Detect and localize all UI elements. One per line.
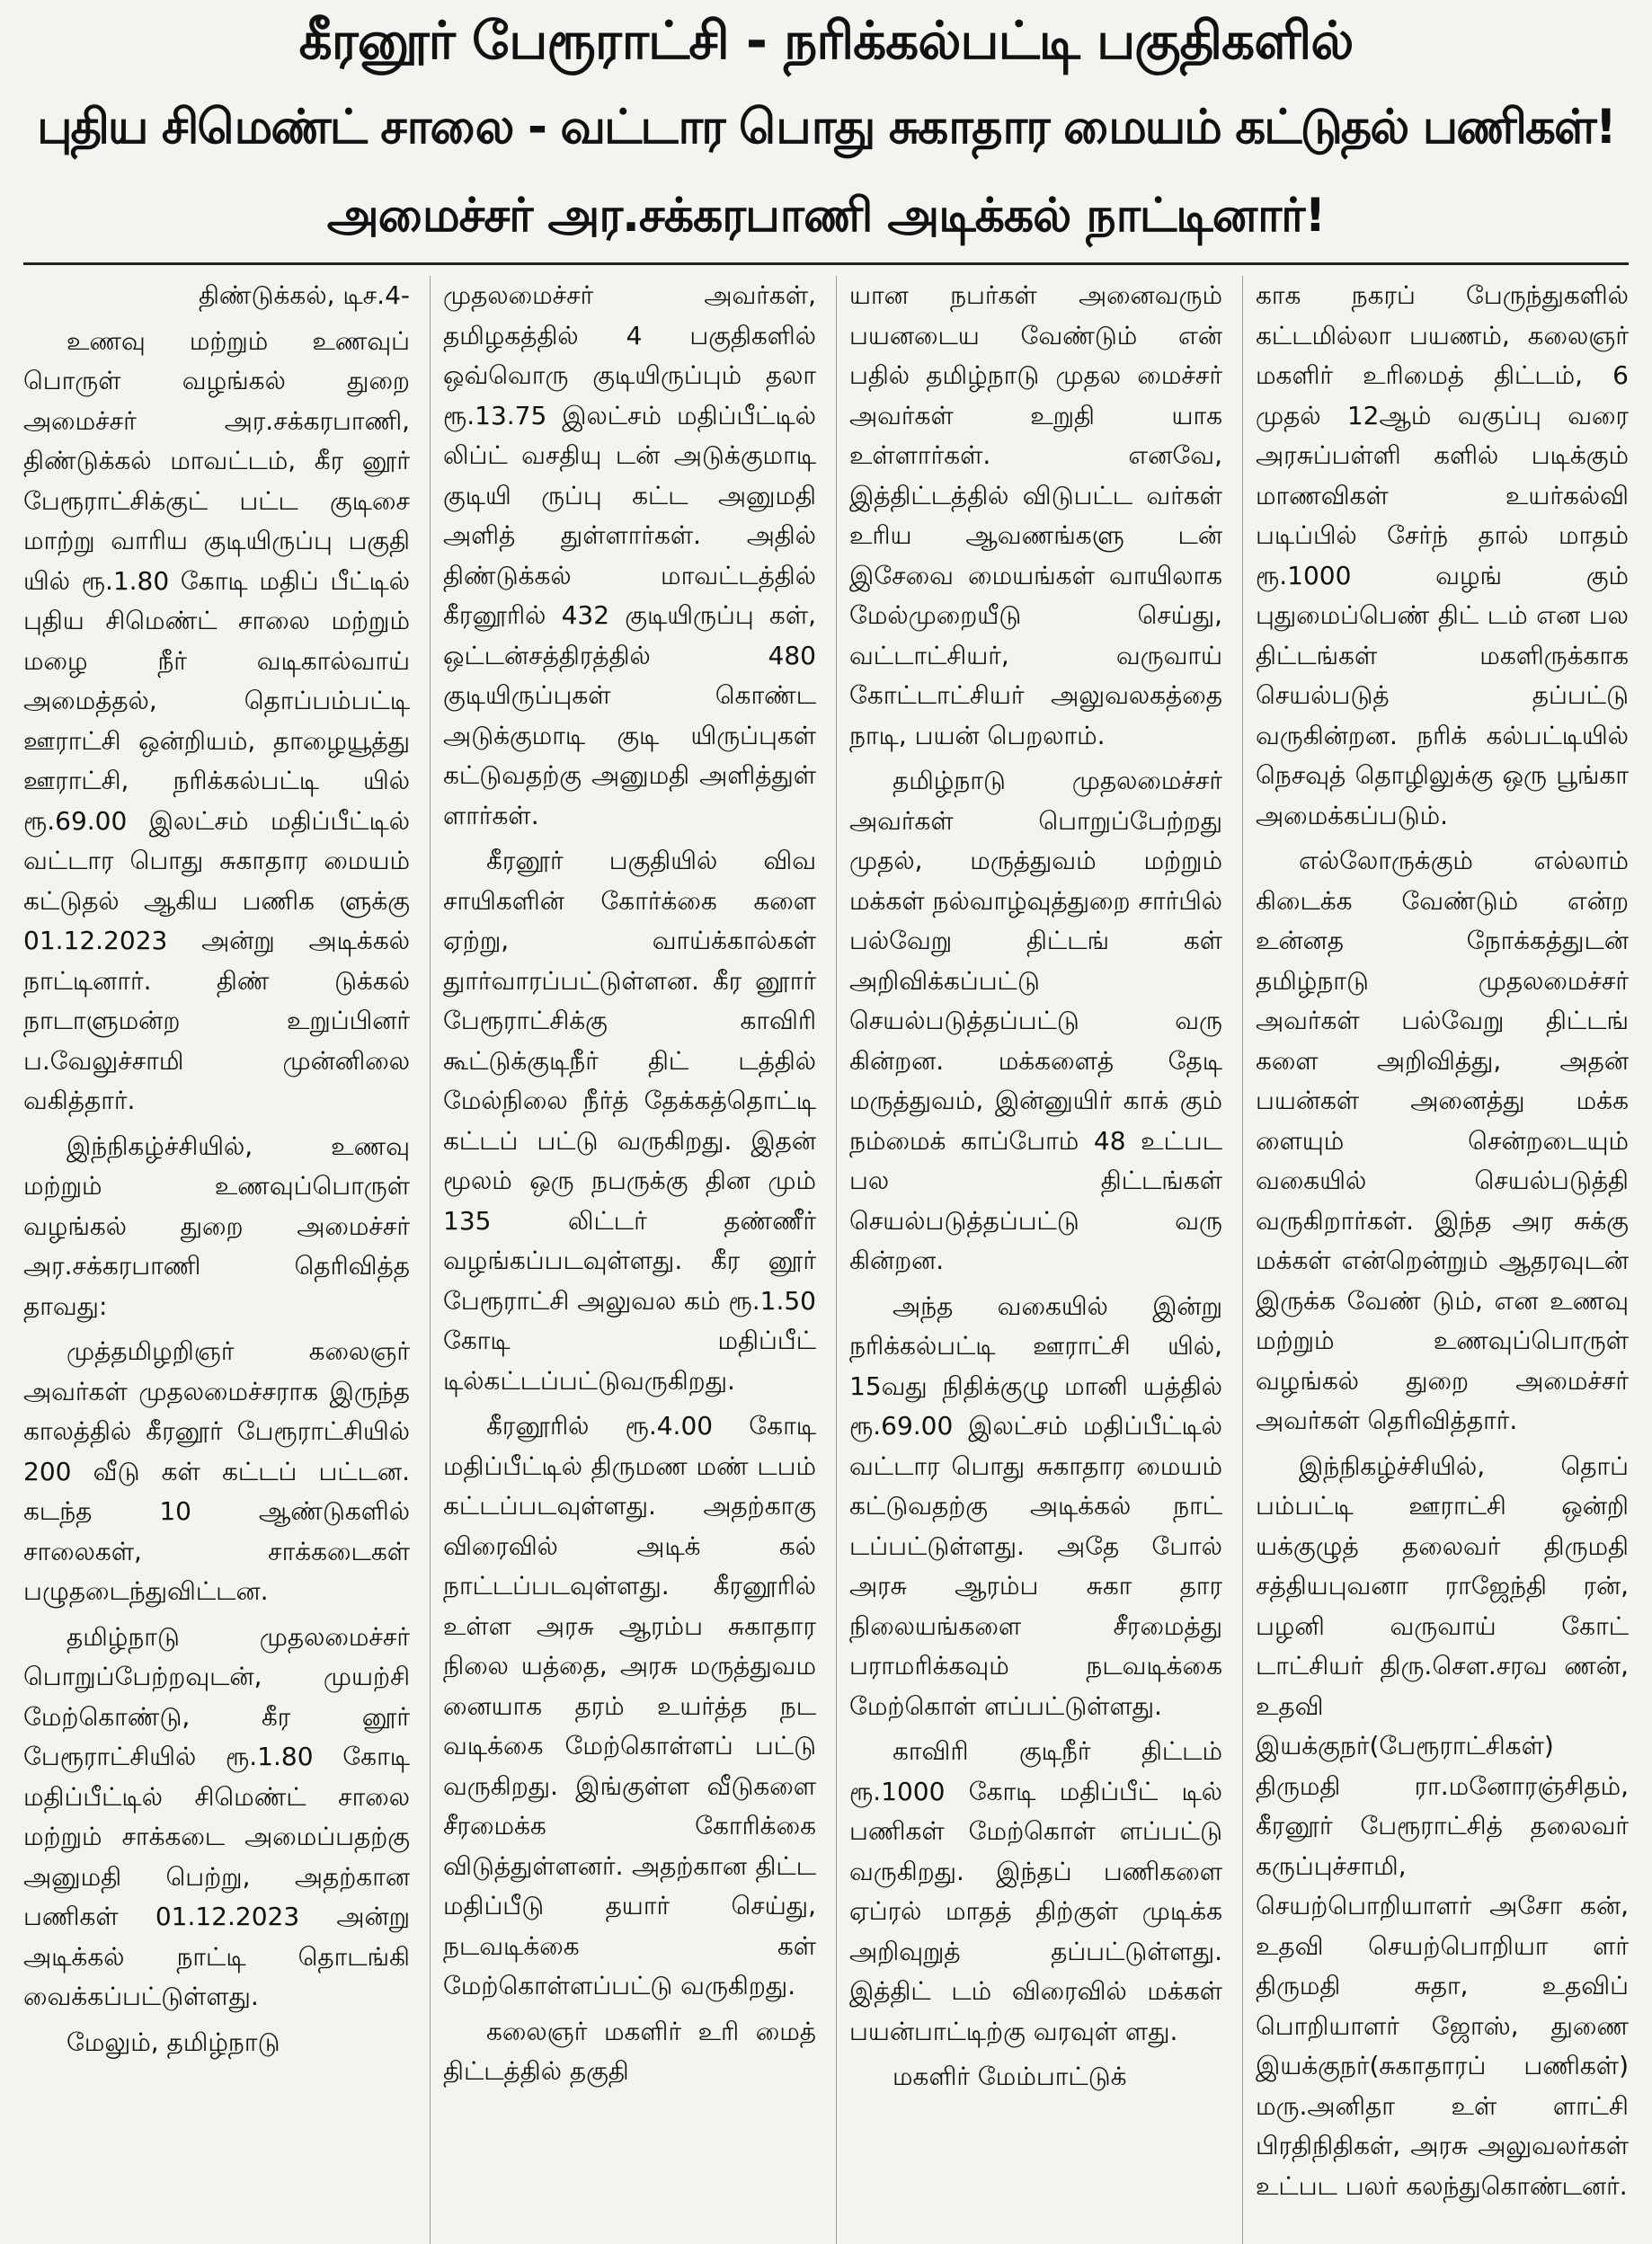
paragraph: மகளிர் மேம்பாட்டுக்: [893, 2062, 1127, 2091]
paragraph: இந்நிகழ்ச்சியில், உணவு மற்றும் உணவுப்பொருள் வழங்கல் துறை அமைச்சர் அர.சக்கரபாணி தெரிவித்த தாவது:: [23, 1131, 410, 1321]
paragraph: கலைஞர் மகளிர் உரி மைத் திட்டத்தில் தகுதி: [443, 2016, 816, 2086]
paragraph: அந்த வகையில் இன்று நரிக்கல்பட்டி ஊராட்சி யில், 15வது நிதிக்குழு மானி யத்தில் ரூ.69.00 இலட்சம் மதிப்பீட்டில் வட்டார பொது சுகாதார மையம் கட்டுவதற்கு அடிக்கல் நாட் டப்பட்டுள்ளது. அதே போல் அரசு ஆரம்ப சுகா தார நிலையங்களை சீரமைத்து பராமரிக்கவும் நடவடிக்கை மேற்கொள் ளப்பட்டுள்ளது.: [849, 1291, 1222, 1721]
dateline: திண்டுக்கல், டிச.4-: [198, 280, 410, 310]
paragraph: முதலமைச்சர் அவர்கள், தமிழகத்தில் 4 பகுதிகளில் ஒவ்வொரு குடியிருப்பும் தலா ரூ.13.75 இலட்சம் மதிப்பீட்டில் லிப்ட் வசதியு டன் அடுக்குமாடி குடியி ருப்பு கட்ட அனுமதி அளித் துள்ளார்கள். அதில் திண்டுக்கல் மாவட்டத்தில் கீரனூரில் 432 குடியிருப்பு கள், ஒட்டன்சத்திரத்தில் 480 குடியிருப்புகள் கொண்ட அடுக்குமாடி குடி யிருப்புகள் கட்டுவதற்கு அனுமதி அளித்துள் ளார்கள்.: [443, 280, 816, 830]
column-1: [23, 276, 410, 2244]
kicker-heading: கீரனூர் பேரூராட்சி - நரிக்கல்பட்டி பகுதிகளில்: [298, 10, 1354, 71]
paragraph: எல்லோருக்கும் எல்லாம் கிடைக்க வேண்டும் என்ற உன்னத நோக்கத்துடன் தமிழ்நாடு முதலமைச்சர் அவர்கள் பல்வேறு திட்டங் களை அறிவித்து, அதன் பயன்கள் அனைத்து மக்க ளையும் சென்றடையும் வகையில் செயல்படுத்தி வருகிறார்கள். இந்த அர சுக்கு மக்கள் என்றென்றும் ஆதரவுடன் இருக்க வேண் டும், என உணவு மற்றும் உணவுப்பொருள் வழங்கல் துறை அமைச்சர் அவர்கள் தெரிவித்தார்.: [1256, 846, 1629, 1435]
column-3: [836, 276, 1222, 2244]
paragraph: இந்நிகழ்ச்சியில், தொப் பம்பட்டி ஊராட்சி ஒன்றி யக்குழுத் தலைவர் திருமதி சத்தியபுவனா ராஜேந்தி ரன், பழனி வருவாய் கோட் டாட்சியர் திரு.செள.சரவ ணன், உதவி இயக்குநர்(பேரூராட்சிகள்) திருமதி ரா.மனோரஞ்சிதம், கீரனூர் பேரூராட்சித் தலைவர் கருப்புச்சாமி, செயற்பொறியாளர் அசோ கன், உதவி செயற்பொறியா ளர் திருமதி சுதா, உதவிப் பொறியாளர் ஜோஸ், துணை இயக்குநர்(சுகாதாரப் பணிகள்) மரு.அனிதா உள் ளாட்சி பிரதிநிதிகள், அரசு அலுவலர்கள் உட்பட பலர் கலந்துகொண்டனர்.: [1256, 1450, 1629, 2201]
paragraph: காக நகரப் பேருந்துகளில் கட்டமில்லா பயணம், கலைஞர் மகளிர் உரிமைத் திட்டம், 6 முதல் 12ஆம் வகுப்பு வரை அரசுப்பள்ளி களில் படிக்கும் மாணவிகள் உயர்கல்வி படிப்பில் சேர்ந் தால் மாதம் ரூ.1000 வழங் கும் புதுமைப்பெண் திட் டம் என பல திட்டங்கள் மகளிருக்காக செயல்படுத் தப்பட்டு வருகின்றன. நரிக் கல்பட்டியில் நெசவுத் தொழிலுக்கு ஒரு பூங்கா அமைக்கப்படும்.: [1256, 280, 1629, 830]
column-2: [430, 276, 816, 2244]
divider: [23, 262, 1629, 265]
paragraph: மேலும், தமிழ்நாடு: [67, 2027, 280, 2057]
sub-headline: அமைச்சர் அர.சக்கரபாணி அடிக்கல் நாட்டினார்!: [326, 189, 1326, 243]
paragraph: யான நபர்கள் அனைவரும் பயனடைய வேண்டும் என் பதில் தமிழ்நாடு முதல மைச்சர் அவர்கள் உறுதி யாக உள்ளார்கள். எனவே, இத்திட்டத்தில் விடுபட்ட வர்கள் உரிய ஆவணங்களு டன் இசேவை மையங்கள் வாயிலாக மேல்முறையீடு செய்து, வட்டாட்சியர், வருவாய் கோட்டாட்சியர் அலுவலகத்தை நாடி, பயன் பெறலாம்.: [849, 280, 1222, 750]
paragraph: தமிழ்நாடு முதலமைச்சர் பொறுப்பேற்றவுடன், முயற்சி மேற்கொண்டு, கீர னூர் பேரூராட்சியில் ரூ.1.80 கோடி மதிப்பீட்டில் சிமெண்ட் சாலை மற்றும் சாக்கடை அமைப்பதற்கு அனுமதி பெற்று, அதற்கான பணிகள் 01.12.2023 அன்று அடிக்கல் நாட்டி தொடங்கி வைக்கப்பட்டுள்ளது.: [23, 1621, 410, 2011]
paragraph: கீரனூர் பகுதியில் விவ சாயிகளின் கோர்க்கை களை ஏற்று, வாய்க்கால்கள் துார்வாரப்பட்டுள்ளன. கீர னூார் பேரூராட்சிக்கு காவிரி கூட்டுக்குடிநீர் திட் டத்தில் மேல்நிலை நீர்த் தேக்கத்தொட்டி கட்டப் பட்டு வருகிறது. இதன் மூலம் ஒரு நபருக்கு தின மும் 135 லிட்டர் தண்ணீர் வழங்கப்படவுள்ளது. கீர னூர் பேரூராட்சி அலுவல கம் ரூ.1.50 கோடி மதிப்பீட் டில்கட்டப்பட்டுவருகிறது.: [443, 846, 816, 1396]
column-4: [1242, 276, 1629, 2244]
paragraph: காவிரி குடிநீர் திட்டம் ரூ.1000 கோடி மதிப்பீட் டில் பணிகள் மேற்கொள் ளப்பட்டு வருகிறது. இந்தப் பணிகளை ஏப்ரல் மாதத் திற்குள் முடிக்க அறிவுறுத் தப்பட்டுள்ளது. இத்திட் டம் விரைவில் மக்கள் பயன்பாட்டிற்கு வரவுள் ளது.: [849, 1736, 1222, 2046]
paragraph: தமிழ்நாடு முதலமைச்சர் அவர்கள் பொறுப்பேற்றது முதல், மருத்துவம் மற்றும் மக்கள் நல்வாழ்வுத்துறை சார்பில் பல்வேறு திட்டங் கள் அறிவிக்கப்பட்டு செயல்படுத்தப்பட்டு வரு கின்றன. மக்களைத் தேடி மருத்துவம், இன்னுயிர் காக் கும் நம்மைக் காப்போம் 48 உட்பட பல திட்டங்கள் செயல்படுத்தப்பட்டு வரு கின்றன.: [849, 766, 1222, 1275]
paragraph: கீரனூரில் ரூ.4.00 கோடி மதிப்பீட்டில் திருமண மண் டபம் கட்டப்படவுள்ளது. அதற்காகு விரைவில் அடிக் கல் நாட்டப்படவுள்ளது. கீரனூரில் உள்ள அரசு ஆரம்ப சுகாதார நிலை யத்தை, அரசு மருத்துவம னையாக தரம் உயர்த்த நட வடிக்கை மேற்கொள்ளப் பட்டு வருகிறது. இங்குள்ள வீடுகளை சீரமைக்க கோரிக்கை விடுத்துள்ளனர். அதற்கான திட்ட மதிப்பீடு தயார் செய்து, நடவடிக்கை கள் மேற்கொள்ளப்பட்டு வருகிறது.: [443, 1411, 816, 2000]
main-headline: புதிய சிமெண்ட் சாலை - வட்டார பொது சுகாதார மையம் கட்டுதல் பணிகள்!: [37, 100, 1615, 155]
paragraph: உணவு மற்றும் உணவுப் பொருள் வழங்கல் துறை அமைச்சர் அர.சக்கரபாணி, திண்டுக்கல் மாவட்டம், கீர னூர் பேரூராட்சிக்குட் பட்ட குடிசை மாற்று வாரிய குடியிருப்பு பகுதி யில் ரூ.1.80 கோடி மதிப் பீட்டில் புதிய சிமெண்ட் சாலை மற்றும் மழை நீர் வடிகால்வாய் அமைத்தல், தொப்பம்பட்டி ஊராட்சி ஒன்றியம், தாழையூத்து ஊராட்சி, நரிக்கல்பட்டி யில் ரூ.69.00 இலட்சம் மதிப்பீட்டில் வட்டார பொது சுகாதார மையம் கட்டுதல் ஆகிய பணிக ளுக்கு 01.12.2023 அன்று அடிக்கல் நாட்டினார். திண் டுக்கல் நாடாளுமன்ற உறுப்பினர் ப.வேலுச்சாமி முன்னிலை வகித்தார்.: [23, 325, 410, 1115]
paragraph: முத்தமிழறிஞர் கலைஞர் அவர்கள் முதலமைச்சராக இருந்த காலத்தில் கீரனூர் பேரூராட்சியில் 200 வீடு கள் கட்டப் பட்டன. கடந்த 10 ஆண்டுகளில் சாலைகள், சாக்கடைகள் பழுதடைந்துவிட்டன.: [23, 1336, 410, 1606]
article-body: [23, 276, 1629, 2244]
